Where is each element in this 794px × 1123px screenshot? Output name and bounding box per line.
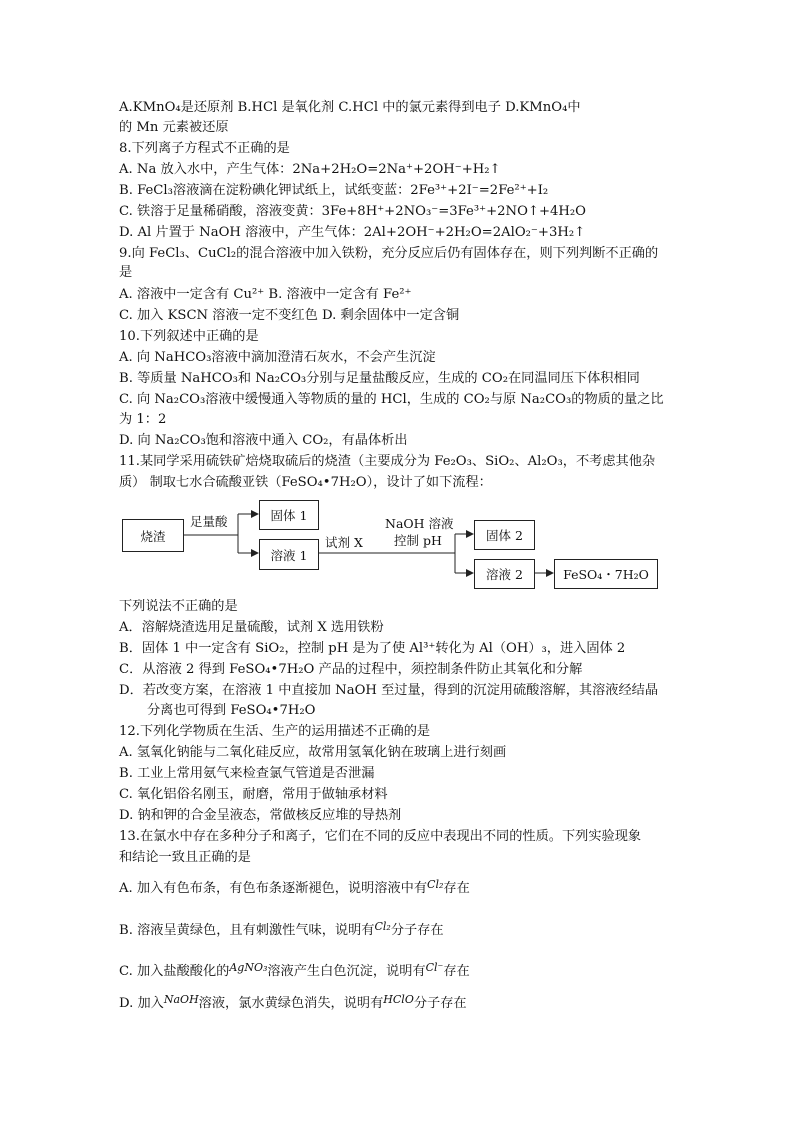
text-line: B. 工业上常用氨气来检查氯气管道是否泄漏 (119, 766, 375, 781)
math-expression: Cl⁻ (425, 961, 444, 974)
text-line: 为 1：2 (119, 412, 167, 427)
text-line: C. 铁溶于足量稀硝酸，溶液变黄：3Fe+8H⁺+2NO₃⁻=3Fe³⁺+2NO↑+4H₂O (119, 204, 586, 219)
flow-label-naoh: NaOH 溶液 (385, 516, 454, 531)
text-line: C. 向 Na₂CO₃溶液中缓慢通入等物质的量的 HCl，生成的 CO₂与原 Na₂CO₃的物质的量之比 (119, 392, 664, 407)
text-line: 9.向 FeCl₃、CuCl₂的混合溶液中加入铁粉，充分反应后仍有固体存在，则下列判断不正确的 (119, 246, 659, 261)
text-line: 和结论一致且正确的是 (119, 850, 251, 865)
text-line: 10.下列叙述中正确的是 (119, 329, 259, 344)
text-line: D．若改变方案，在溶液 1 中直接加 NaOH 至过量，得到的沉淀用硫酸溶解，其溶液经结晶 (119, 683, 659, 698)
text-line: 是 (119, 265, 133, 280)
text-line: B. 等质量 NaHCO₃和 Na₂CO₃分别与足量盐酸反应，生成的 CO₂在同温同压下体积相同 (119, 371, 640, 386)
math-expression: NaOH (163, 993, 199, 1006)
option-text: 存在 (443, 881, 470, 896)
flow-node-solution-2: 溶液 2 (474, 559, 535, 589)
text-line: 的 Mn 元素被还原 (119, 120, 229, 135)
text-line: D. 向 Na₂CO₃饱和溶液中通入 CO₂，有晶体析出 (119, 433, 408, 448)
text-line: 13.在氯水中存在多种分子和离子，它们在不同的反应中表现出不同的性质。下列实验现象 (119, 829, 642, 844)
text-line: 质） 制取七水合硫酸亚铁（FeSO₄•7H₂O），设计了如下流程： (119, 475, 492, 490)
text-line: B．固体 1 中一定含有 SiO₂，控制 pH 是为了使 Al³⁺转化为 Al（OH）₃，进入固体 2 (119, 641, 626, 656)
text-line: 8.下列离子方程式不正确的是 (119, 141, 290, 156)
math-expression: Cl₂ (427, 878, 444, 891)
option-text: A. 加入有色布条，有色布条逐渐褪色，说明溶液中有 (119, 881, 428, 896)
flow-node-product: FeSO₄・7H₂O (554, 559, 658, 589)
text-line: A．溶解烧渣选用足量硫酸，试剂 X 选用铁粉 (119, 620, 384, 635)
flow-node-solid-2: 固体 2 (474, 520, 535, 550)
option-text: C. 加入盐酸酸化的 (119, 964, 230, 979)
option-text: 溶液产生白色沉淀，说明有 (267, 964, 426, 979)
flow-label-ph: 控制 pH (394, 533, 442, 548)
text-line: 11.某同学采用硫铁矿焙烧取硫后的烧渣（主要成分为 Fe₂O₃、SiO₂、Al₂O₃，不考虑其他杂 (119, 454, 656, 469)
flow-node-solution-1: 溶液 1 (259, 539, 319, 570)
option-text: 分子存在 (390, 923, 444, 938)
text-line: C. 加入 KSCN 溶液一定不变红色 D. 剩余固体中一定含铜 (119, 308, 460, 323)
flow-label-reagent-x: 试剂 X (325, 535, 363, 550)
option-text: B. 溶液呈黄绿色，且有刺激性气味，说明有 (119, 923, 375, 938)
flow-label-acid: 足量酸 (190, 514, 228, 529)
text-line: 下列说法不正确的是 (119, 599, 238, 614)
text-line: A.KMnO₄是还原剂 B.HCl 是氧化剂 C.HCl 中的氯元素得到电子 D.KMnO₄中 (119, 100, 581, 115)
option-text: 分子存在 (413, 996, 467, 1011)
math-expression: AgNO₃ (229, 961, 268, 974)
math-expression: Cl₂ (374, 920, 391, 933)
text-line: A. Na 放入水中，产生气体：2Na+2H₂O=2Na⁺+2OH⁻+H₂↑ (119, 162, 501, 177)
text-line: C. 氧化铝俗名刚玉，耐磨，常用于做轴承材料 (119, 787, 388, 802)
text-line: D. 钠和钾的合金呈液态，常做核反应堆的导热剂 (119, 808, 402, 823)
option-text: 溶液，氯水黄绿色消失，说明有 (198, 996, 384, 1011)
text-line: 12.下列化学物质在生活、生产的运用描述不正确的是 (119, 724, 431, 739)
text-line: A. 氢氧化钠能与二氧化硅反应，故常用氢氧化钠在玻璃上进行刻画 (119, 745, 507, 760)
text-line: D. Al 片置于 NaOH 溶液中，产生气体：2Al+2OH⁻+2H₂O=2AlO₂⁻+3H₂↑ (119, 225, 586, 240)
flow-node-slag: 烧渣 (122, 519, 184, 552)
option-text: 存在 (443, 964, 470, 979)
flow-node-solid-1: 固体 1 (259, 500, 319, 530)
math-expression: HClO (383, 993, 414, 1006)
option-text: D. 加入 (119, 996, 164, 1011)
text-line: C．从溶液 2 得到 FeSO₄•7H₂O 产品的过程中，须控制条件防止其氧化和分解 (119, 662, 583, 677)
text-line: 分离也可得到 FeSO₄•7H₂O (147, 703, 316, 718)
text-line: B. FeCl₃溶液滴在淀粉碘化钾试纸上，试纸变蓝：2Fe³⁺+2I⁻=2Fe²⁺+I₂ (119, 183, 549, 198)
text-line: A. 向 NaHCO₃溶液中滴加澄清石灰水，不会产生沉淀 (119, 350, 436, 365)
text-line: A. 溶液中一定含有 Cu²⁺ B. 溶液中一定含有 Fe²⁺ (119, 287, 412, 302)
